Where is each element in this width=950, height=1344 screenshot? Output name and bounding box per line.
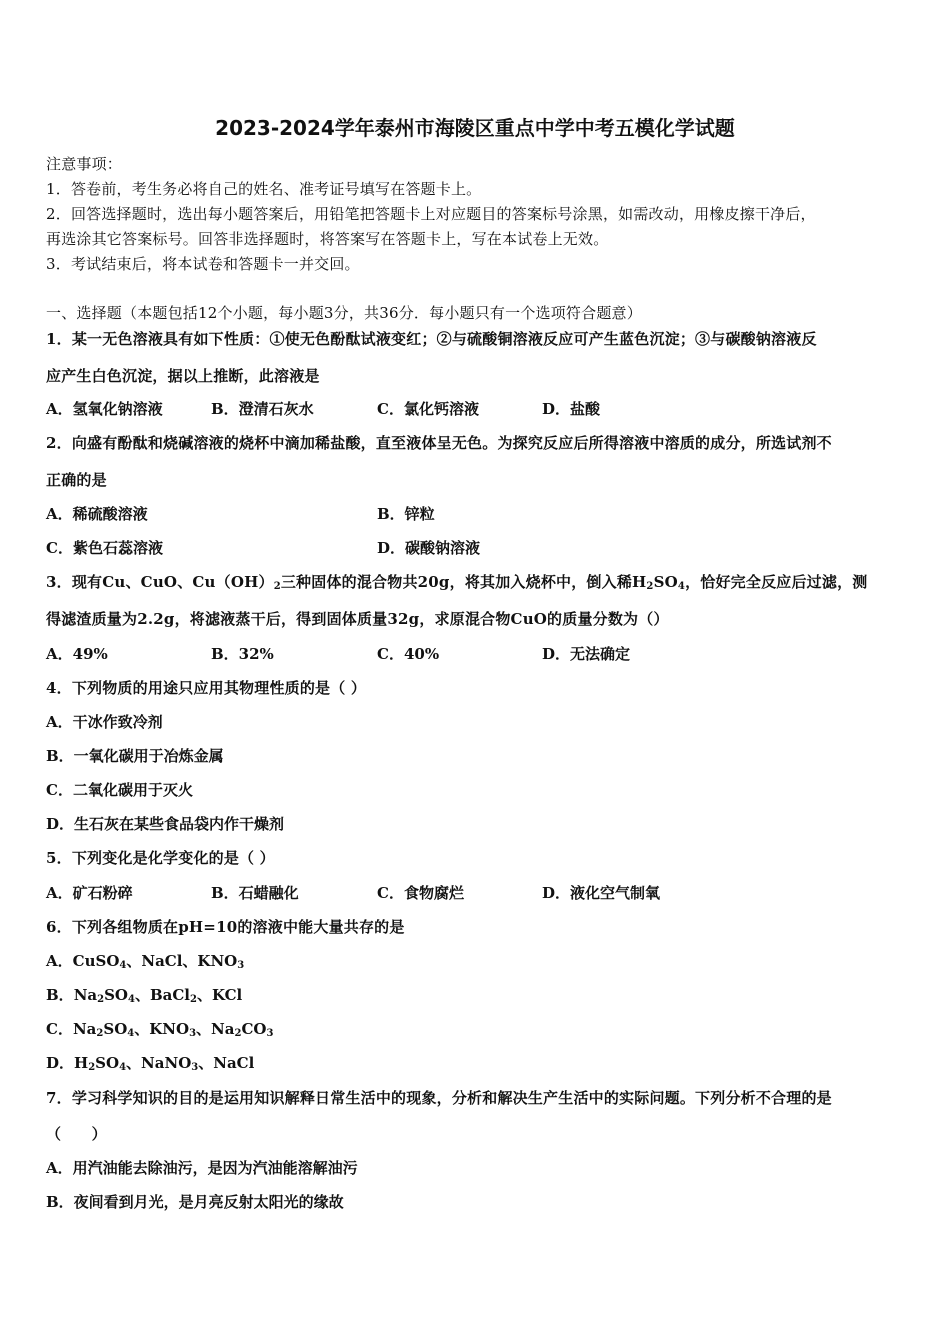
formula-part: SO [103, 1020, 128, 1038]
formula-part: 、KNO [134, 1020, 190, 1038]
q6-b-label: B． [46, 986, 74, 1004]
formula-subscript: 3 [237, 960, 245, 971]
formula-part: SO [104, 986, 128, 1004]
q3-stem-part-2: 三种固体的混合物共20g，将其加入烧杯中，倒入稀H [280, 573, 647, 591]
formula-subscript: 4 [128, 994, 135, 1005]
q3-option-a: A．49% [46, 645, 108, 663]
q2-option-a: A．稀硫酸溶液 [46, 505, 148, 523]
q4-option-d: D．生石灰在某些食品袋内作干燥剂 [46, 815, 285, 833]
formula-subscript: 3 [266, 1028, 274, 1039]
notes-heading: 注意事项： [46, 155, 123, 173]
formula-part: CO [241, 1020, 267, 1038]
q2-stem: 2．向盛有酚酞和烧碱溶液的烧杯中滴加稀盐酸，直至液体呈无色。为探究反应后所得溶液中溶质的成分，所选试剂不 [46, 434, 832, 452]
q4-option-a: A．干冰作致冷剂 [46, 713, 163, 731]
section-heading: 一、选择题（本题包括12个小题，每小题3分，共36分．每小题只有一个选项符合题意） [46, 304, 642, 322]
q2-option-d: D．碳酸钠溶液 [377, 539, 481, 557]
formula-part: 、NaCl [198, 1054, 255, 1072]
formula-subscript: 2 [96, 1028, 104, 1039]
q1-stem-cont: 应产生白色沉淀，据以上推断，此溶液是 [46, 367, 320, 385]
formula-subscript: 2 [88, 1062, 96, 1073]
q7-stem: 7．学习科学知识的目的是运用知识解释日常生活中的现象，分析和解决生产生活中的实际问题。下列分析不合理的是 [46, 1089, 832, 1107]
formula-subscript: 2 [234, 1028, 242, 1039]
formula-subscript: 4 [119, 960, 127, 971]
q5-option-d: D．液化空气制氧 [542, 884, 661, 902]
formula-subscript: 4 [127, 1028, 135, 1039]
page-title: 2023-2024学年泰州市海陵区重点中学中考五模化学试题 [215, 116, 735, 140]
note-3: 3．考试结束后，将本试卷和答题卡一并交回。 [46, 255, 360, 273]
q3-subscript-3: 4 [677, 581, 686, 592]
formula-subscript: 4 [119, 1062, 127, 1073]
q5-stem: 5．下列变化是化学变化的是（ ） [46, 849, 275, 867]
formula-part: 、NaNO [126, 1054, 192, 1072]
q6-a-label: A． [46, 952, 73, 970]
q3-subscript-1: 2 [273, 581, 281, 592]
q1-option-d: D．盐酸 [542, 400, 601, 418]
q3-stem-cont: 得滤渣质量为2.2g，将滤液蒸干后，得到固体质量32g，求原混合物CuO的质量分数为（） [46, 610, 669, 628]
q3-subscript-2: 2 [646, 581, 654, 592]
q4-stem: 4．下列物质的用途只应用其物理性质的是（ ） [46, 679, 367, 697]
q3-option-d: D．无法确定 [542, 645, 631, 663]
q5-option-a: A．矿石粉碎 [46, 884, 133, 902]
q7-stem-cont: （ ） [46, 1125, 107, 1143]
formula-part: H [74, 1054, 89, 1072]
q2-option-c: C．紫色石蕊溶液 [46, 539, 163, 557]
q6-d-label: D． [46, 1054, 75, 1072]
formula-part: 、BaCl [134, 986, 191, 1004]
q7-option-b: B．夜间看到月光，是月亮反射太阳光的缘故 [46, 1193, 344, 1211]
q7-option-a: A．用汽油能去除油污，是因为汽油能溶解油污 [46, 1159, 358, 1177]
note-2b: 再选涂其它答案标号。回答非选择题时，将答案写在答题卡上，写在本试卷上无效。 [46, 230, 609, 248]
formula-subscript: 2 [190, 994, 197, 1005]
q5-option-b: B．石蜡融化 [211, 884, 299, 902]
q1-option-b: B．澄清石灰水 [211, 400, 314, 418]
note-2a: 2．回答选择题时，选出每小题答案后，用铅笔把答题卡上对应题目的答案标号涂黑，如需改动，用橡皮擦干净后， [46, 205, 816, 223]
q2-option-b: B．锌粒 [377, 505, 435, 523]
formula-part: Na [73, 986, 98, 1004]
q6-option-d [46, 1052, 254, 1073]
note-1: 1．答卷前，考生务必将自己的姓名、准考证号填写在答题卡上。 [46, 180, 482, 198]
q6-option-b [46, 984, 242, 1005]
q3-stem [46, 571, 867, 592]
q1-option-a: A．氢氧化钠溶液 [46, 400, 163, 418]
q3-stem-part-3: SO [653, 573, 678, 591]
formula-part: Na [72, 1020, 97, 1038]
q4-option-c: C．二氧化碳用于灭火 [46, 781, 193, 799]
formula-subscript: 3 [191, 1062, 199, 1073]
formula-part: 、Na [196, 1020, 235, 1038]
formula-subscript: 2 [97, 994, 105, 1005]
q1-stem: 1．某一无色溶液具有如下性质：①使无色酚酞试液变红；②与硫酸铜溶液反应可产生蓝色沉淀；③与碳酸钠溶液反 [46, 330, 817, 348]
formula-subscript: 3 [189, 1028, 197, 1039]
q5-option-c: C．食物腐烂 [377, 884, 464, 902]
q1-option-c: C．氯化钙溶液 [377, 400, 479, 418]
q4-option-b: B．一氧化碳用于冶炼金属 [46, 747, 224, 765]
formula-part: CuSO [72, 952, 120, 970]
q3-stem-part-1: 3．现有Cu、CuO、Cu（OH） [46, 573, 274, 591]
q6-stem: 6．下列各组物质在pH=10的溶液中能大量共存的是 [46, 918, 405, 936]
formula-part: 、KCl [196, 986, 243, 1004]
q3-option-c: C．40% [377, 645, 440, 663]
formula-part: SO [95, 1054, 120, 1072]
q6-c-label: C． [46, 1020, 73, 1038]
q2-stem-cont: 正确的是 [46, 471, 107, 489]
q6-option-a [46, 950, 244, 971]
q6-option-c [46, 1018, 273, 1039]
formula-part: 、NaCl、KNO [126, 952, 238, 970]
q3-option-b: B．32% [211, 645, 274, 663]
q3-stem-part-4: ，恰好完全反应后过滤，测 [685, 573, 868, 591]
